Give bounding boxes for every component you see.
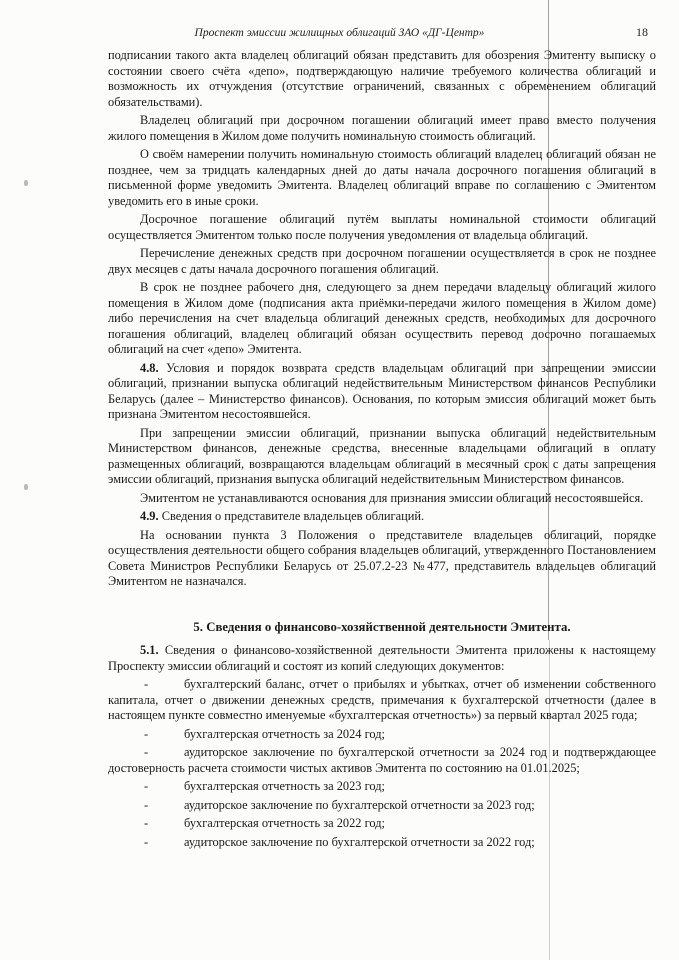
clause-number: 4.9.: [140, 509, 159, 523]
list-dash: -: [144, 745, 149, 759]
list-item-text: бухгалтерский баланс, отчет о прибылях и убытках, отчет об изменении собственного капитала, отчет о движении денежных средств, примечания к бухгалтерской отчетности (далее в настоящем пункте совместно именуемые «бухгалтерская отчетность») за первый квартал 2025 года;: [108, 677, 656, 722]
list-item-text: аудиторское заключение по бухгалтерской отчетности за 2024 год и подтверждающее достоверность расчета стоимости чистых активов Эмитента по состоянию на 01.01.2025;: [108, 745, 656, 775]
list-dash: -: [144, 726, 149, 741]
list-item-text: бухгалтерская отчетность за 2024 год;: [184, 726, 385, 741]
list-dash: -: [144, 797, 149, 812]
list-dash: -: [144, 816, 149, 830]
list-item-text: аудиторское заключение по бухгалтерской отчетности за 2022 год;: [184, 834, 535, 849]
list-item: [108, 779, 656, 795]
list-item-text: бухгалтерская отчетность за 2023 год;: [184, 779, 385, 793]
document-body: [108, 48, 656, 850]
clause-number: 5.1.: [140, 643, 159, 657]
paragraph: На основании пункта 3 Положения о представителе владельцев облигаций, порядке осуществления деятельности общего собрания владельцев облигаций, утвержденного Постановлением Совета Министров Республики Беларусь от 25.07.2-23 №477, представитель владельцев облигаций Эмитентом не назначался.: [108, 527, 656, 588]
list-item: [108, 816, 656, 832]
paragraph: подписании такого акта владелец облигаций обязан представить для обозрения Эмитенту выписку о состоянии своего счёта «депо», подтверждающую наличие требуемого количества облигаций и возможность их отчуждения (отсутствие ограничений, связанных с обременением облигаций обязательствами).: [108, 48, 656, 109]
paragraph: Эмитентом не устанавливаются основания для признания эмиссии облигаций несостоявшейся.: [140, 490, 644, 505]
scan-artifact-mark: [24, 484, 28, 490]
paragraph-5-1: [108, 643, 656, 674]
paragraph: Досрочное погашение облигаций путём выплаты номинальной стоимости облигаций осуществляется Эмитентом только после получения уведомления от владельца облигаций.: [108, 212, 656, 242]
clause-text: Сведения о финансово-хозяйственной деятельности Эмитента приложены к настоящему Проспекту эмиссии облигаций и состоят из копий следующих документов:: [108, 643, 656, 673]
clause-number: 4.8.: [140, 360, 159, 375]
page-number: 18: [636, 25, 648, 39]
paragraph: В срок не позднее рабочего дня, следующего за днем передачи владельцу облигаций жилого помещения в Жилом доме (подписания акта приёмки-передачи жилого помещения в Жилом доме) либо перечисления на счет владельца облигаций денежных средств, необходимых для досрочного погашения облигаций, владелец облигаций обязан осуществить перевод досрочно погашаемых облигаций на счет «депо» Эмитента.: [108, 280, 656, 356]
paragraph: О своём намерении получить номинальную стоимость облигаций владелец облигаций обязан не позднее, чем за тридцать календарных дней до даты начала досрочного погашения облигаций в письменной форме уведомить Эмитента. Владелец облигаций вправе по соглашению с Эмитентом уведомить его в иные сроки.: [108, 147, 656, 208]
list-dash: -: [144, 677, 149, 691]
clause-text: Условия и порядок возврата средств владельцам облигаций при запрещении эмиссии облигаций, признании выпуска облигаций недействительным Министерством финансов Республики Беларусь (далее – Министерство финансов). Основания, по которым эмиссия облигаций может быть признана Эмитентом несостоявшейся.: [108, 360, 656, 421]
paragraph: Перечисление денежных средств при досрочном погашении осуществляется в срок не позднее двух месяцев с даты начала досрочного погашения облигаций.: [108, 246, 656, 276]
list-item-text: бухгалтерская отчетность за 2022 год;: [184, 816, 385, 830]
list-item: [108, 677, 656, 724]
running-header: Проспект эмиссии жилищных облигаций ЗАО «ДГ-Центр»: [194, 27, 485, 39]
clause-text: Сведения о представителе владельцев облигаций.: [161, 509, 425, 523]
list-item-text: аудиторское заключение по бухгалтерской отчетности за 2023 год;: [184, 797, 535, 812]
paragraph-4-8: [108, 361, 656, 423]
list-item: [108, 835, 656, 851]
section-heading: 5. Сведения о финансово-хозяйственной деятельности Эмитента.: [193, 619, 571, 634]
list-item: [108, 798, 656, 814]
list-dash: -: [144, 779, 149, 793]
list-dash: -: [144, 834, 149, 849]
list-item: [108, 745, 656, 776]
scan-artifact-mark: [24, 180, 28, 186]
paragraph: При запрещении эмиссии облигаций, признании выпуска облигаций недействительным Министерством финансов, денежные средства, внесенные владельцами облигаций в оплату размещенных облигаций, возвращаются владельцам облигаций в месячный срок с даты запрещения эмиссии облигаций, признания выпуска облигаций недействительным Министерством финансов.: [108, 425, 656, 486]
paragraph: Владелец облигаций при досрочном погашении облигаций имеет право вместо получения жилого помещения в Жилом доме получить номинальную стоимость облигаций.: [108, 113, 656, 143]
paragraph-4-9: [108, 509, 656, 525]
list-item: [108, 727, 656, 743]
